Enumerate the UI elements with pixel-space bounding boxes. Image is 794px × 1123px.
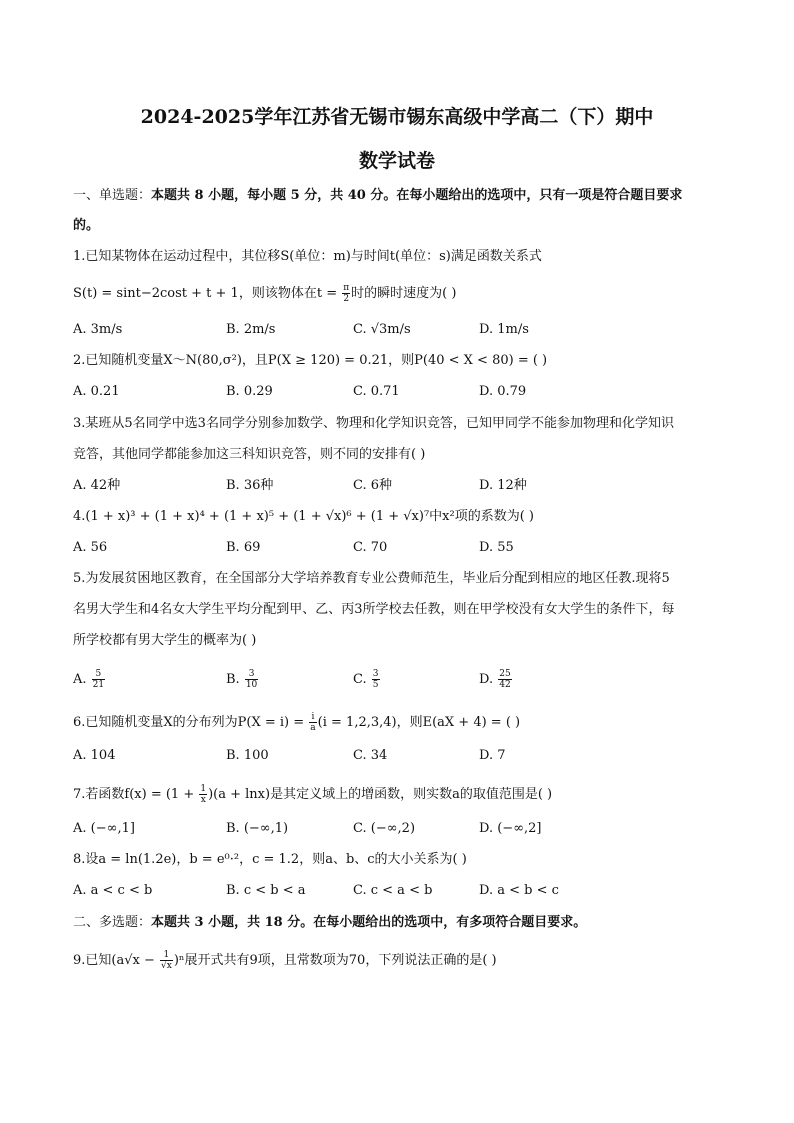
q2-stem: 2.已知随机变量X～N(80,σ²)，且P(X ≥ 120) = 0.21，则P(40 < X < 80) = ( ) [73,353,548,368]
q5-option-c-num: 3 [372,669,379,679]
q2-option-b[interactable]: B. 0.29 [226,384,273,399]
q9-frac-den: √x [161,961,172,971]
section1-lead: 一、单选题： [73,188,152,203]
q8-option-a[interactable]: A. a < c < b [73,883,153,898]
q1-frac-num: π [343,283,350,293]
section1-text-cont: 的。 [73,218,100,233]
q6-stem [73,712,723,733]
q5-options [73,669,723,689]
q1-stem-line1: 1.已知某物体在运动过程中，其位移S(单位：m)与时间t(单位：s)满足函数关系式 [73,249,542,264]
q6-stem-post: (i = 1,2,3,4)，则E(aX + 4) = ( ) [317,715,521,730]
q4-option-d[interactable]: D. 55 [479,540,514,555]
q9-stem [73,950,723,971]
q5-stem-line1: 5.为发展贫困地区教育，在全国部分大学培养教育专业公费师范生，毕业后分配到相应的地区任教.现将5 [73,571,670,586]
q5-option-d-num: 25 [499,669,511,679]
q7-frac-num: 1 [200,784,207,794]
q6-frac-den: a [310,723,316,733]
q2-option-c[interactable]: C. 0.71 [353,384,400,399]
q8-stem: 8.设a = ln(1.2e)，b = e⁰·²，c = 1.2，则a、b、c的大小关系为( ) [73,852,467,867]
q5-option-d-den: 42 [499,680,511,690]
q5-option-a[interactable] [73,669,106,690]
q3-option-a[interactable]: A. 42种 [73,478,121,493]
q5-option-b-den: 10 [245,680,258,690]
q5-option-a-frac [92,669,105,690]
q9-fraction [160,950,173,971]
q1-frac-den: 2 [343,294,350,304]
q5-option-c-den: 5 [372,680,379,690]
q1-option-b[interactable]: B. 2m/s [226,322,276,337]
q7-stem-post: )(a + lnx)是其定义域上的增函数，则实数a的取值范围是( ) [208,787,553,802]
q5-option-b-label: B. [226,672,240,687]
q8-option-d[interactable]: D. a < b < c [479,883,559,898]
q6-stem-pre: 6.已知随机变量X的分布列为P(X = i) = [73,715,309,730]
q6-option-d[interactable]: D. 7 [479,748,506,763]
q1-option-a[interactable]: A. 3m/s [73,322,123,337]
q3-stem-line2: 竞答，其他同学都能参加这三科知识竞答，则不同的安排有( ) [73,447,426,462]
q5-option-a-num: 5 [92,669,105,680]
q4-option-b[interactable]: B. 69 [226,540,261,555]
q4-options [73,538,723,558]
q6-option-b[interactable]: B. 100 [226,748,269,763]
q2-option-a[interactable]: A. 0.21 [73,384,120,399]
q6-frac-num: i [309,712,316,723]
q8-options [73,881,723,901]
q7-fraction [199,784,207,805]
exam-subtitle: 数学试卷 [358,150,435,172]
q5-option-b[interactable] [226,669,259,690]
q1-stem-line2 [73,283,723,304]
section1-heading [73,186,723,206]
q5-stem-line2: 名男大学生和4名女大学生平均分配到甲、乙、丙3所学校去任教，则在甲学校没有女大学生的条件下，每 [73,602,675,617]
q6-option-c[interactable]: C. 34 [353,748,388,763]
q7-stem-pre: 7.若函数f(x) = (1 + [73,787,199,802]
q5-option-c-frac [372,669,380,690]
q5-option-c[interactable] [353,669,381,690]
q6-option-a[interactable]: A. 104 [73,748,116,763]
q9-stem-pre: 9.已知(a√x − [73,953,159,968]
q6-options [73,746,723,766]
q7-option-a[interactable]: A. (−∞,1] [73,821,135,836]
q8-option-c[interactable]: C. c < a < b [353,883,433,898]
q2-options [73,382,723,402]
q9-stem-post: )ⁿ展开式共有9项，且常数项为70，下列说法正确的是( ) [173,953,497,968]
q5-option-a-label: A. [73,672,87,687]
q1-option-c[interactable]: C. √3m/s [353,322,411,337]
section2-text: 本题共 3 小题，共 18 分。在每小题给出的选项中，有多项符合题目要求。 [151,915,587,930]
q7-frac-den: x [200,795,206,805]
q1-options [73,320,723,340]
q4-stem: 4.(1 + x)³ + (1 + x)⁴ + (1 + x)⁵ + (1 + √x)⁶ + (1 + √x)⁷中x²项的系数为( ) [73,509,534,524]
q7-options [73,819,723,839]
q6-fraction [309,712,316,733]
q5-option-d-label: D. [479,672,494,687]
q8-option-b[interactable]: B. c < b < a [226,883,306,898]
q5-option-b-num: 3 [245,669,258,680]
q3-stem-line1: 3.某班从5名同学中选3名同学分别参加数学、物理和化学知识竞答，已知甲同学不能参加物理和化学知识 [73,416,674,431]
q2-option-d[interactable]: D. 0.79 [479,384,527,399]
q3-option-d[interactable]: D. 12种 [479,478,527,493]
q9-frac-num: 1 [160,950,173,961]
q5-option-d-frac [498,669,511,690]
q5-option-b-frac [245,669,258,690]
q7-stem [73,784,723,805]
exam-title: 2024-2025学年江苏省无锡市锡东高级中学高二（下）期中 [140,106,654,128]
section2-heading [73,913,723,933]
q4-option-c[interactable]: C. 70 [353,540,388,555]
q1-fraction [342,283,350,304]
q7-option-b[interactable]: B. (−∞,1) [226,821,289,836]
q3-option-c[interactable]: C. 6种 [353,478,393,493]
q3-option-b[interactable]: B. 36种 [226,478,274,493]
section2-lead: 二、多选题： [73,915,152,930]
q5-option-d[interactable] [479,669,513,690]
q5-option-c-label: C. [353,672,367,687]
q7-option-c[interactable]: C. (−∞,2) [353,821,416,836]
section1-heading-cont [73,216,723,236]
q7-option-d[interactable]: D. (−∞,2] [479,821,542,836]
q5-option-a-den: 21 [92,680,105,690]
section1-text: 本题共 8 小题，每小题 5 分，共 40 分。在每小题给出的选项中，只有一项是符合题目要求 [151,188,683,203]
q1-stem-pre: S(t) = sint−2cost + t + 1，则该物体在t = [73,286,342,301]
q4-option-a[interactable]: A. 56 [73,540,108,555]
q5-stem-line3: 所学校都有男大学生的概率为( ) [73,633,257,648]
q3-options [73,476,723,496]
q1-option-d[interactable]: D. 1m/s [479,322,529,337]
q1-stem-post: 时的瞬时速度为( ) [351,286,457,301]
